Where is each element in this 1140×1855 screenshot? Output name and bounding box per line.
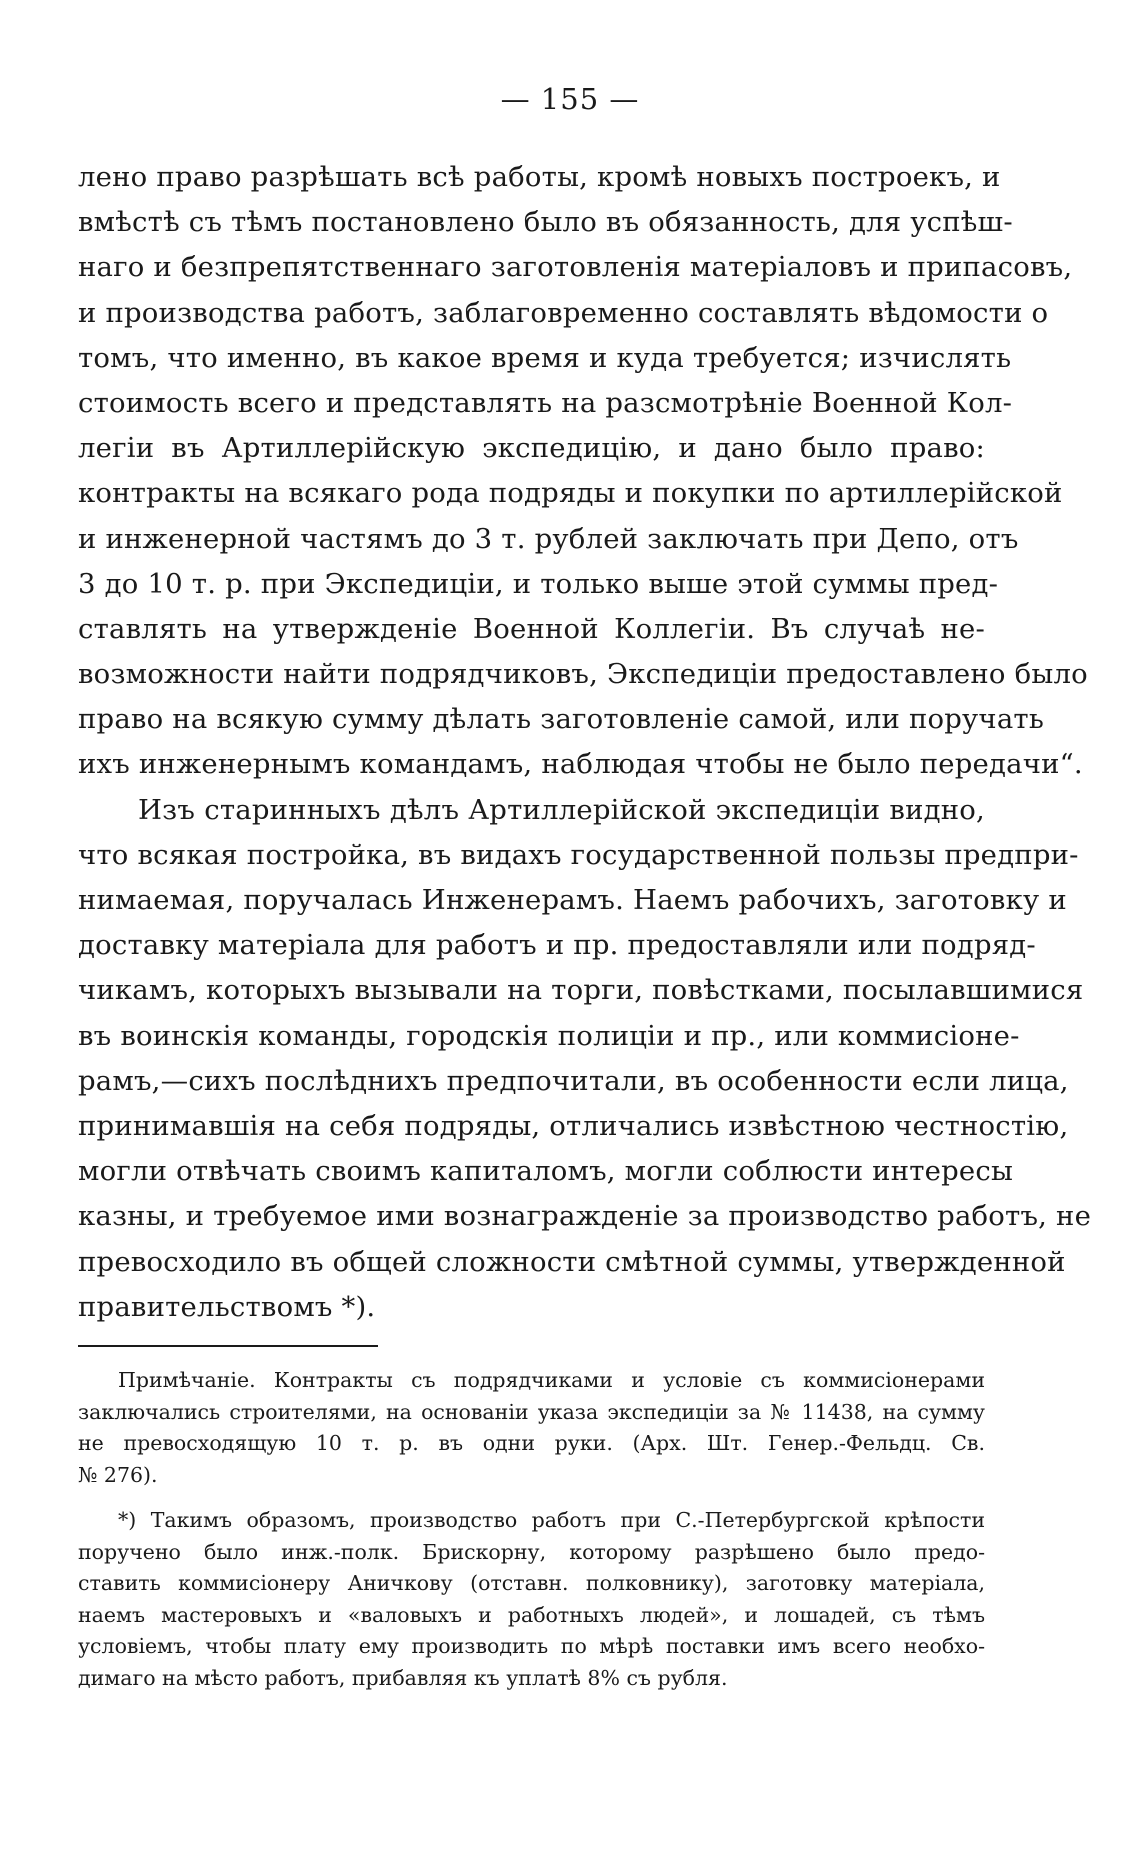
- text-line: и инженерной частямъ до 3 т. рублей заключать при Депо, отъ: [78, 522, 1019, 555]
- footnote-line: заключались строителями, на основаніи указа экспедиціи за № 11438, на сумму: [78, 1399, 985, 1424]
- main-text: [78, 155, 1092, 1330]
- footnote-divider: [78, 1345, 378, 1347]
- text-line: ставлять на утвержденіе Военной Коллегіи. Въ случаѣ не-: [78, 612, 985, 645]
- text-line: контракты на всякаго рода подряды и покупки по артиллерійской: [78, 477, 1063, 510]
- footnote-line: не превосходящую 10 т. р. въ одни руки. (Арх. Шт. Генер.-Фельдц. Св.: [78, 1431, 985, 1455]
- text-line: лено право разрѣшать всѣ работы, кромѣ новыхъ построекъ, и: [78, 161, 1001, 193]
- footnote-line: *) Такимъ образомъ, производство работъ при С.-Петербургской крѣпости: [118, 1508, 985, 1532]
- text-line: ихъ инженернымъ командамъ, наблюдая чтобы не было передачи“.: [78, 748, 1083, 781]
- footnote-line: условіемъ, чтобы плату ему производить по мѣрѣ поставки имъ всего необхо-: [78, 1634, 985, 1658]
- text-line: принимавшія на себя подряды, отличались извѣстною честностію,: [78, 1109, 1069, 1142]
- text-line: право на всякую сумму дѣлать заготовленіе самой, или поручать: [78, 703, 1044, 736]
- footnote-line: наемъ мастеровыхъ и «валовыхъ и работныхъ людей», и лошадей, съ тѣмъ: [78, 1602, 985, 1627]
- text-line: вмѣстѣ съ тѣмъ постановлено было въ обязанность, для успѣш-: [78, 206, 1013, 239]
- text-line: легіи въ Артиллерійскую экспедицію, и дано было право:: [78, 432, 985, 465]
- text-line: чикамъ, которыхъ вызывали на торги, повѣстками, посылавшимися: [78, 974, 1084, 1007]
- footnote-line: поручено было инж.-полк. Брискорну, которому разрѣшено было предо-: [78, 1539, 985, 1564]
- text-line: возможности найти подрядчиковъ, Экспедиціи предоставлено было: [78, 658, 1088, 691]
- paragraph-start-line: Изъ старинныхъ дѣлъ Артиллерійской экспедиціи видно,: [138, 793, 985, 826]
- text-line: стоимость всего и представлять на разсмотрѣніе Военной Кол-: [78, 386, 1013, 419]
- page-number: — 155 —: [500, 82, 640, 116]
- text-line: доставку матеріала для работъ и пр. предоставляли или подряд-: [78, 929, 1036, 962]
- footnote-line: Примѣчаніе. Контракты съ подрядчиками и условіе съ коммисіонерами: [118, 1368, 985, 1392]
- footnote-line: ставить коммисіонеру Аничкову (отставн. полковнику), заготовку матеріала,: [78, 1571, 985, 1595]
- text-line: наго и безпрепятственнаго заготовленія матеріаловъ и припасовъ,: [78, 251, 1073, 284]
- text-line: и производства работъ, заблаговременно составлять вѣдомости о: [78, 296, 1049, 329]
- text-line: превосходило въ общей сложности смѣтной суммы, утвержденной: [78, 1245, 1066, 1278]
- text-line: 3 до 10 т. р. при Экспедиціи, и только выше этой суммы пред-: [78, 567, 999, 600]
- text-line: въ воинскія команды, городскія полиціи и пр., или коммисіоне-: [78, 1019, 1020, 1052]
- text-line: нимаемая, поручалась Инженерамъ. Наемъ рабочихъ, заготовку и: [78, 884, 1067, 916]
- footnote-line: № 276).: [78, 1462, 158, 1487]
- footnote-line: димаго на мѣсто работъ, прибавляя къ уплатѣ 8% съ рубля.: [78, 1665, 728, 1690]
- text-line: томъ, что именно, въ какое время и куда требуется; изчислять: [78, 341, 1012, 374]
- text-line: могли отвѣчать своимъ капиталомъ, могли соблюсти интересы: [78, 1155, 1014, 1188]
- footnote-gap: [78, 1491, 985, 1505]
- text-line: правительствомъ *).: [78, 1290, 376, 1323]
- text-line: что всякая постройка, въ видахъ государственной пользы предпри-: [78, 838, 1079, 871]
- footnotes: [78, 1365, 985, 1694]
- text-line: рамъ,—сихъ послѣднихъ предпочитали, въ особенности если лица,: [78, 1064, 1069, 1097]
- text-line: казны, и требуемое ими вознагражденіе за производство работъ, не: [78, 1200, 1092, 1233]
